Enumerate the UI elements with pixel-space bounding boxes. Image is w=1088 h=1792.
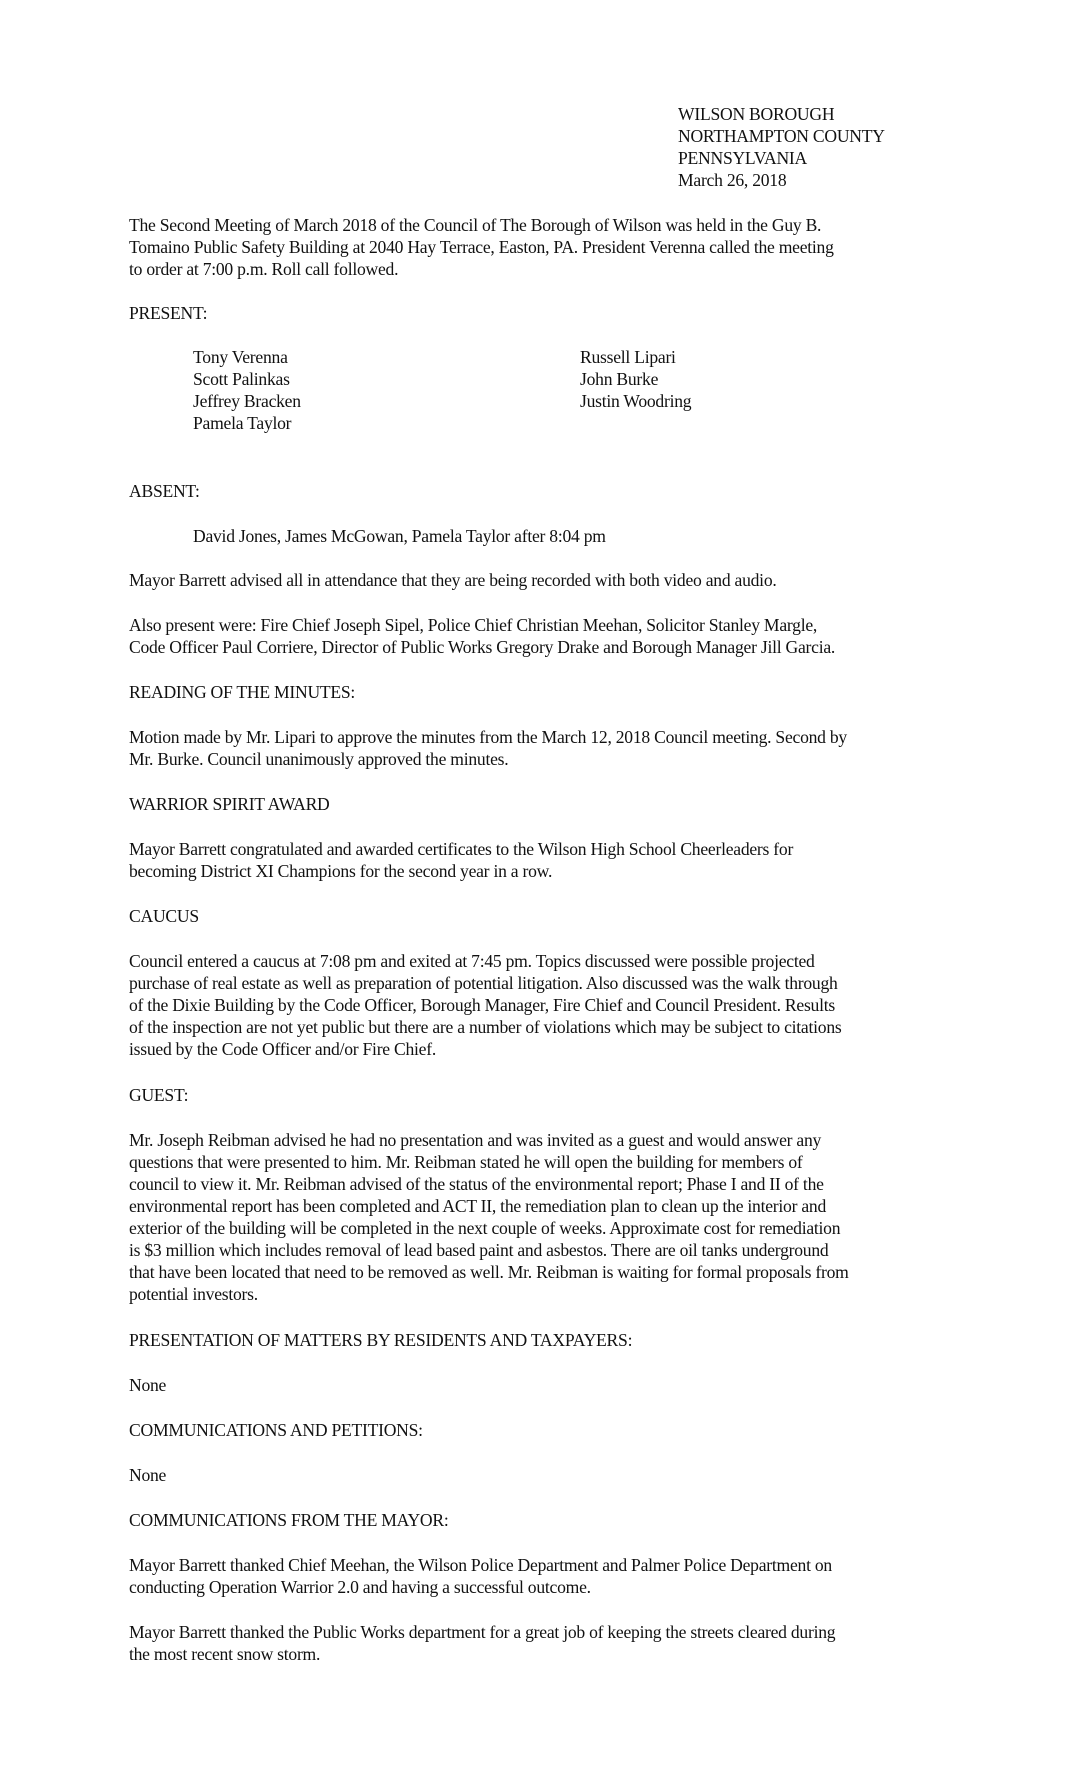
residents-heading: PRESENTATION OF MATTERS BY RESIDENTS AND TAXPAYERS: bbox=[129, 1330, 633, 1350]
header-county: NORTHAMPTON COUNTY bbox=[678, 126, 885, 146]
communications-text: None bbox=[129, 1465, 167, 1485]
caucus-line: of the Dixie Building by the Code Officer, Borough Manager, Fire Chief and Council President. Results bbox=[129, 995, 835, 1015]
minutes-line: Mr. Burke. Council unanimously approved the minutes. bbox=[129, 749, 509, 769]
mayor-line: conducting Operation Warrior 2.0 and having a successful outcome. bbox=[129, 1577, 591, 1597]
present-member: Jeffrey Bracken bbox=[193, 391, 301, 411]
present-member: Scott Palinkas bbox=[193, 369, 290, 389]
guest-line: that have been located that need to be removed as well. Mr. Reibman is waiting for formal proposals from bbox=[129, 1262, 849, 1282]
mayor-line: Mayor Barrett thanked Chief Meehan, the Wilson Police Department and Palmer Police Department on bbox=[129, 1555, 832, 1575]
communications-heading: COMMUNICATIONS AND PETITIONS: bbox=[129, 1420, 423, 1440]
mayor-line: the most recent snow storm. bbox=[129, 1644, 321, 1664]
caucus-line: of the inspection are not yet public but there are a number of violations which may be subject to citations bbox=[129, 1017, 842, 1037]
guest-line: potential investors. bbox=[129, 1284, 258, 1304]
guest-line: council to view it. Mr. Reibman advised of the status of the environmental report; Phase I and II of the bbox=[129, 1174, 824, 1194]
header-date: March 26, 2018 bbox=[678, 170, 787, 190]
guest-line: exterior of the building will be completed in the next couple of weeks. Approximate cost for remediation bbox=[129, 1218, 841, 1238]
present-member: Pamela Taylor bbox=[193, 413, 292, 433]
caucus-line: issued by the Code Officer and/or Fire Chief. bbox=[129, 1039, 436, 1059]
guest-line: Mr. Joseph Reibman advised he had no presentation and was invited as a guest and would answer any bbox=[129, 1130, 822, 1150]
caucus-line: Council entered a caucus at 7:08 pm and exited at 7:45 pm. Topics discussed were possible projected bbox=[129, 951, 815, 971]
guest-line: questions that were presented to him. Mr. Reibman stated he will open the building for members of bbox=[129, 1152, 803, 1172]
caucus-line: purchase of real estate as well as preparation of potential litigation. Also discussed was the walk through bbox=[129, 973, 838, 993]
present-member: John Burke bbox=[580, 369, 659, 389]
also-present-line: Code Officer Paul Corriere, Director of Public Works Gregory Drake and Borough Manager Jill Garcia. bbox=[129, 637, 836, 657]
present-member: Justin Woodring bbox=[580, 391, 692, 411]
also-present-line: Also present were: Fire Chief Joseph Sipel, Police Chief Christian Meehan, Solicitor Stanley Margle, bbox=[129, 615, 818, 635]
header-state: PENNSYLVANIA bbox=[678, 148, 807, 168]
header-borough: WILSON BOROUGH bbox=[678, 104, 835, 124]
guest-line: environmental report has been completed and ACT II, the remediation plan to clean up the interior and bbox=[129, 1196, 826, 1216]
present-member: Russell Lipari bbox=[580, 347, 676, 367]
minutes-line: Motion made by Mr. Lipari to approve the minutes from the March 12, 2018 Council meeting. Second by bbox=[129, 727, 847, 747]
mayor-heading: COMMUNICATIONS FROM THE MAYOR: bbox=[129, 1510, 449, 1530]
absent-heading: ABSENT: bbox=[129, 481, 200, 501]
present-member: Tony Verenna bbox=[193, 347, 288, 367]
guest-heading: GUEST: bbox=[129, 1085, 189, 1105]
warrior-award-line: Mayor Barrett congratulated and awarded certificates to the Wilson High School Cheerleaders for bbox=[129, 839, 794, 859]
residents-text: None bbox=[129, 1375, 167, 1395]
intro-line: to order at 7:00 p.m. Roll call followed. bbox=[129, 259, 399, 279]
absent-members: David Jones, James McGowan, Pamela Taylor after 8:04 pm bbox=[193, 526, 606, 546]
intro-line: Tomaino Public Safety Building at 2040 Hay Terrace, Easton, PA. President Verenna called the meeting bbox=[129, 237, 834, 257]
warrior-award-heading: WARRIOR SPIRIT AWARD bbox=[129, 794, 330, 814]
minutes-heading: READING OF THE MINUTES: bbox=[129, 682, 356, 702]
warrior-award-line: becoming District XI Champions for the second year in a row. bbox=[129, 861, 553, 881]
recording-notice: Mayor Barrett advised all in attendance that they are being recorded with both video and audio. bbox=[129, 570, 777, 590]
present-heading: PRESENT: bbox=[129, 303, 208, 323]
mayor-line: Mayor Barrett thanked the Public Works department for a great job of keeping the streets cleared during bbox=[129, 1622, 836, 1642]
guest-line: is $3 million which includes removal of lead based paint and asbestos. There are oil tanks underground bbox=[129, 1240, 829, 1260]
intro-line: The Second Meeting of March 2018 of the Council of The Borough of Wilson was held in the Guy B. bbox=[129, 215, 822, 235]
caucus-heading: CAUCUS bbox=[129, 906, 199, 926]
